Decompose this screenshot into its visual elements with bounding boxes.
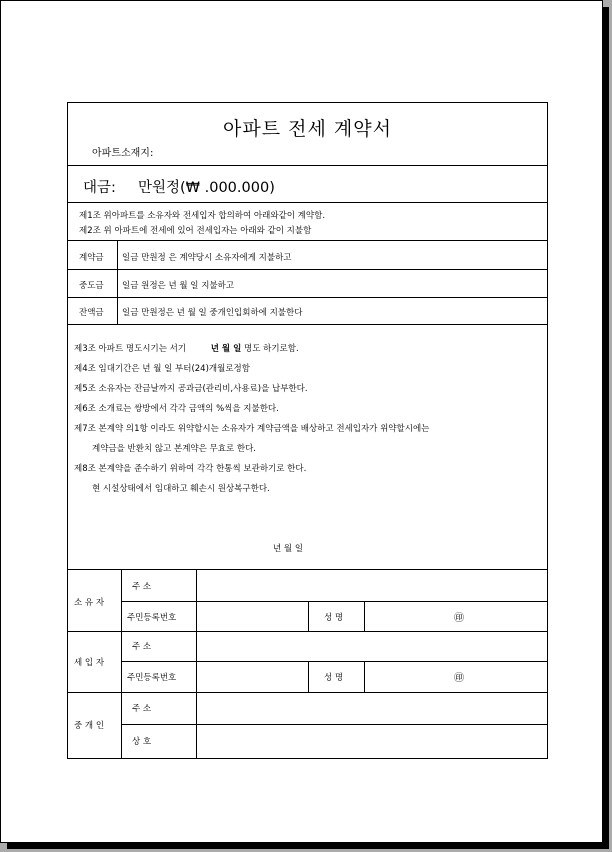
owner-id-label: 주민등록번호 — [127, 613, 177, 623]
payment-row-balance — [68, 298, 547, 325]
broker-address-label: 주 소 — [132, 704, 152, 714]
clause-3-date: 년 월 일 — [210, 344, 242, 354]
clause-8-cont: 현 시설상태에서 임대하고 훼손시 원상복구한다. — [92, 484, 270, 494]
payment-label: 잔액금 — [79, 308, 104, 318]
parties-table — [68, 570, 547, 758]
tenant-id-label: 주민등록번호 — [127, 673, 177, 683]
payment-row-interim — [68, 270, 547, 298]
tenant-name-label: 성 명 — [324, 673, 344, 683]
owner-name-label: 성 명 — [324, 613, 344, 623]
amount-value: 만원정(₩ .000.000) — [138, 180, 275, 196]
payment-text: 일금 만원정은 년 월 일 중개인입회하에 지불한다 — [122, 308, 303, 318]
amount-label: 대금: — [83, 180, 116, 196]
broker-label: 중 개 인 — [74, 721, 105, 731]
clause-7: 제7조 본계약 의1항 이라도 위약할시는 소유자가 계약금액을 배상하고 전세입자가 위약할시에는 — [74, 424, 430, 434]
intro-clause-2: 제2조 위 아파트에 전세에 있어 전세입자는 아래와 같이 지불함 — [79, 226, 312, 236]
payment-row-deposit — [68, 241, 547, 270]
payment-label: 중도금 — [79, 281, 104, 291]
page-title: 아파트 전세 계약서 — [223, 118, 392, 140]
clause-4: 제4조 임대기간은 년 월 일 부터(24)개월로정함 — [74, 364, 250, 374]
clause-6: 제6조 소개료는 쌍방에서 각각 금액의 %씩을 지불한다. — [74, 404, 279, 414]
tenant-label: 세 입 자 — [74, 658, 105, 668]
page-shadow — [7, 843, 609, 849]
clause-3 — [74, 342, 299, 354]
clause-7-cont: 계약금을 반환치 않고 본계약은 무효로 한다. — [92, 444, 257, 454]
owner-seal-icon: ㊞ — [454, 613, 464, 624]
intro-clause-1: 제1조 위아파트를 소유자와 전세입자 합의하여 아래와같이 계약함. — [79, 211, 326, 221]
intro-section — [68, 203, 547, 241]
payment-text: 일금 원정은 년 월 일 지불하고 — [122, 281, 235, 291]
contract-date: 년 월 일 — [273, 544, 304, 554]
tenant-seal-icon: ㊞ — [454, 673, 464, 684]
terms-section — [68, 325, 547, 570]
clause-3-pre: 제3조 아파트 명도시기는 서기 — [74, 344, 187, 354]
clause-3-post: 명도 하기로함. — [244, 344, 299, 354]
broker-firm-label: 상 호 — [132, 737, 152, 747]
tenant-address-label: 주 소 — [132, 642, 152, 652]
clause-8: 제8조 본계약을 준수하기 위하여 각각 한통씩 보관하기로 한다. — [74, 464, 307, 474]
page-shadow — [603, 7, 609, 849]
owner-label: 소 유 자 — [74, 598, 105, 608]
header-section — [68, 103, 547, 166]
clause-5: 제5조 소유자는 잔금날까지 공과금(관리비,사용료)을 납부한다. — [74, 384, 308, 394]
amount-section — [68, 166, 547, 203]
payment-text: 일금 만원정 은 계약당시 소유자에게 지불하고 — [122, 253, 292, 263]
payment-label: 계약금 — [79, 253, 104, 263]
owner-address-label: 주 소 — [132, 582, 152, 592]
contract-form — [67, 102, 548, 759]
location-label: 아파트소재지: — [92, 148, 154, 159]
